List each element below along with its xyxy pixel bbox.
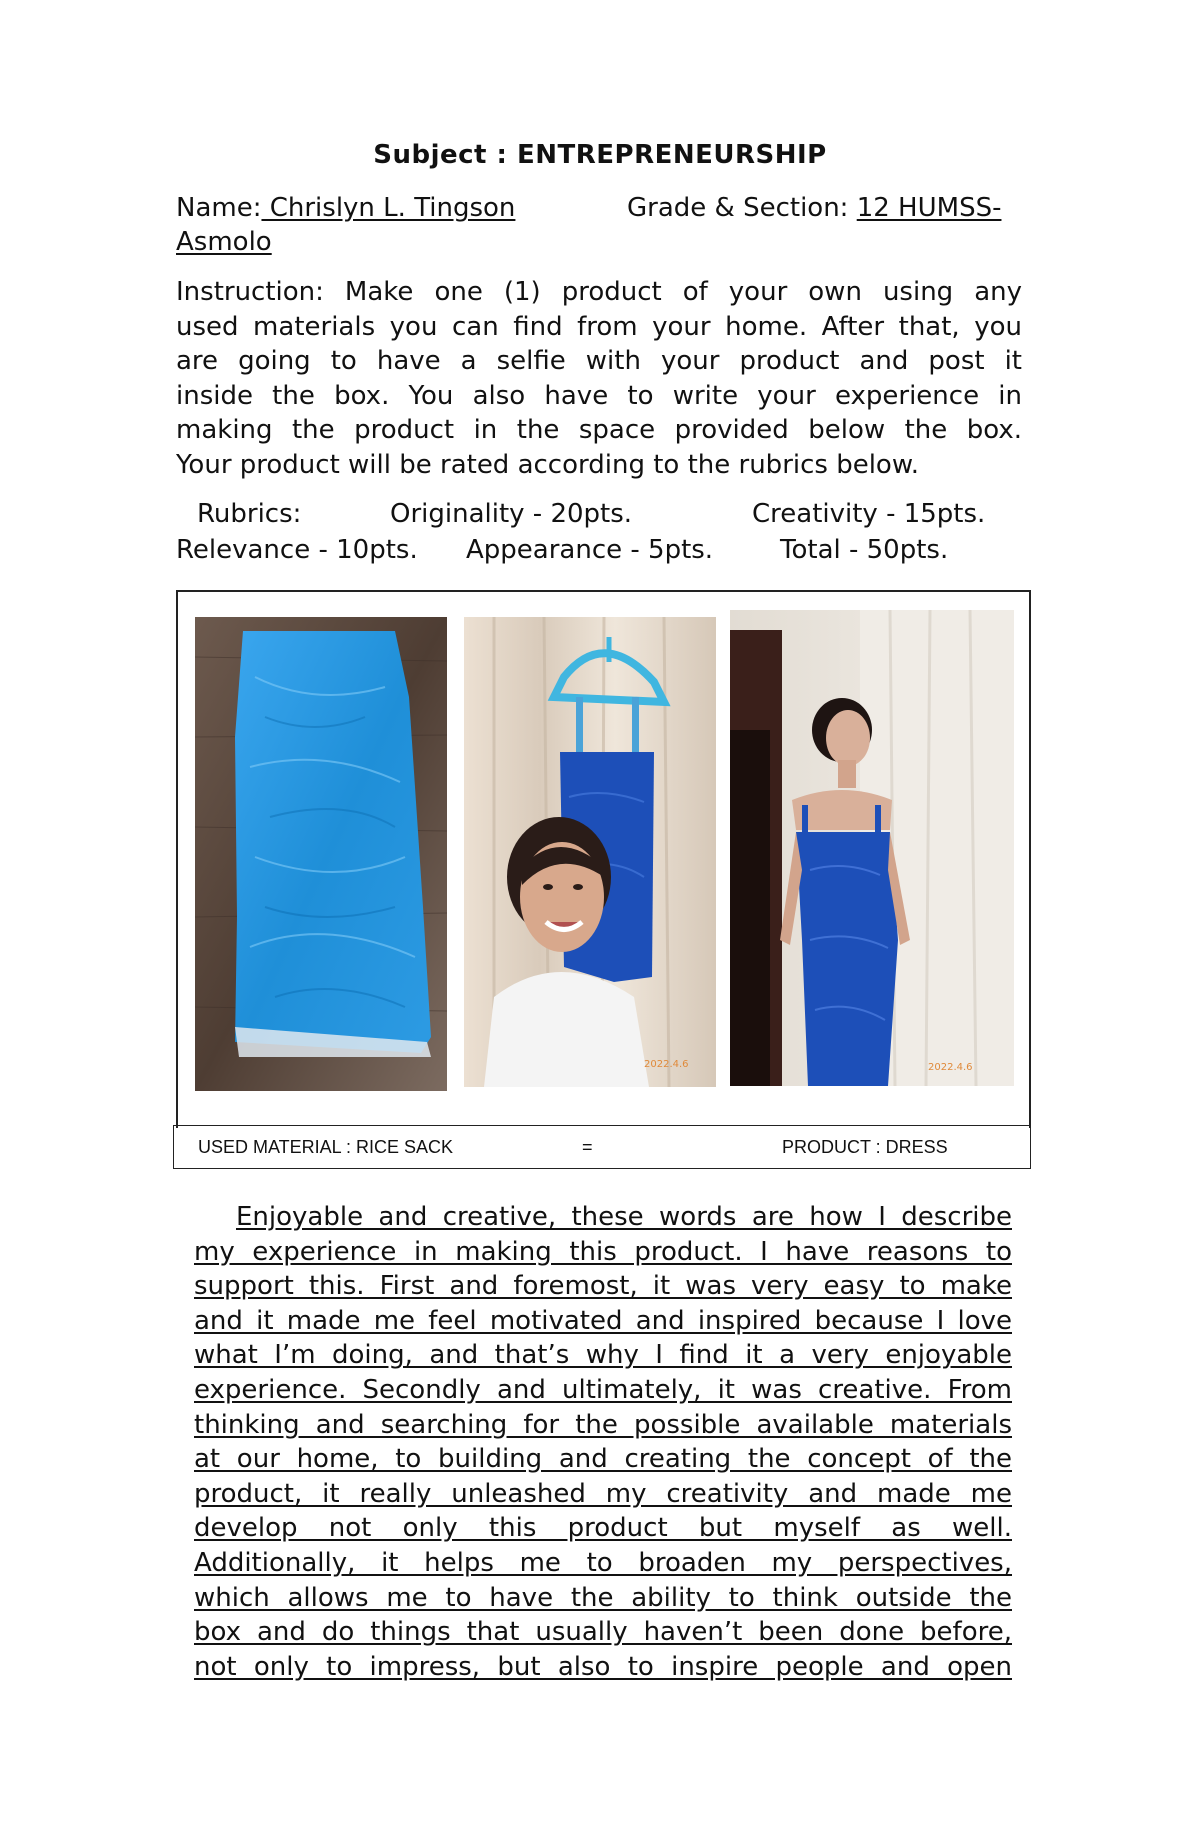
rice-sack-photo — [195, 617, 447, 1091]
grade-value: 12 HUMSS- — [856, 193, 1002, 223]
rubric-relevance: Relevance - 10pts. — [176, 535, 418, 565]
rubric-originality: Originality - 20pts. — [390, 499, 633, 529]
grade-value-continued: Asmolo — [176, 227, 272, 257]
rubric-total: Total - 50pts. — [780, 535, 949, 565]
essay-line: box and do things that usually haven’t been done before, — [194, 1617, 1012, 1648]
essay-line: at our home, to building and creating the concept of the — [194, 1444, 1012, 1475]
subject-title: Subject : ENTREPRENEURSHIP — [373, 140, 827, 170]
product-label: PRODUCT : DRESS — [782, 1137, 948, 1157]
essay-line: and it made me feel motivated and inspired because I love — [194, 1305, 1012, 1336]
name-label: Name: — [176, 193, 262, 223]
essay-line: what I’m doing, and that’s why I find it a very enjoyable — [194, 1340, 1012, 1371]
grade-label: Grade & Section: — [627, 193, 857, 223]
photo-timestamp: 2022.4.6 — [928, 1062, 973, 1073]
essay-line: thinking and searching for the possible available materials — [194, 1409, 1012, 1440]
instruction-line: Your product will be rated according to the rubrics below. — [176, 449, 919, 480]
essay-line: Additionally, it helps me to broaden my perspectives, — [194, 1547, 1012, 1578]
experience-essay — [194, 1200, 1012, 1690]
selfie-with-dress-photo — [464, 617, 716, 1087]
rubric-creativity: Creativity - 15pts. — [752, 499, 986, 529]
instruction-line: making the product in the space provided below the box. — [176, 415, 1022, 445]
instruction-line: are going to have a selfie with your product and post it — [176, 346, 1022, 376]
instruction-line: used materials you can find from your home. After that, you — [176, 311, 1022, 342]
grade-row — [627, 191, 1001, 225]
essay-line: my experience in making this product. I have reasons to — [194, 1236, 1012, 1267]
essay-line: which allows me to have the ability to think outside the — [194, 1582, 1012, 1613]
instruction-line: inside the box. You also have to write your experience in — [176, 380, 1022, 411]
rubrics-label: Rubrics: — [197, 499, 302, 529]
name-row — [176, 191, 515, 225]
material-caption-bar — [173, 1125, 1031, 1169]
equals-sign: = — [582, 1137, 593, 1157]
instruction-line: Instruction: Make one (1) product of your own using any — [176, 277, 1022, 307]
photo-timestamp: 2022.4.6 — [644, 1059, 689, 1070]
essay-line: support this. First and foremost, it was very easy to make — [194, 1271, 1012, 1302]
used-material-label: USED MATERIAL : RICE SACK — [198, 1137, 454, 1157]
essay-line: Enjoyable and creative, these words are how I describe — [236, 1202, 1012, 1232]
essay-line: product, it really unleashed my creativity and made me — [194, 1478, 1012, 1509]
wearing-dress-photo — [730, 610, 1014, 1086]
essay-line: experience. Secondly and ultimately, it was creative. From — [194, 1374, 1012, 1405]
essay-line: not only to impress, but also to inspire people and open — [194, 1651, 1012, 1682]
rubric-appearance: Appearance - 5pts. — [466, 535, 714, 565]
name-value: Chrislyn L. Tingson — [261, 193, 516, 223]
essay-line: develop not only this product but myself as well. — [194, 1513, 1012, 1544]
instruction-paragraph — [176, 275, 1022, 482]
